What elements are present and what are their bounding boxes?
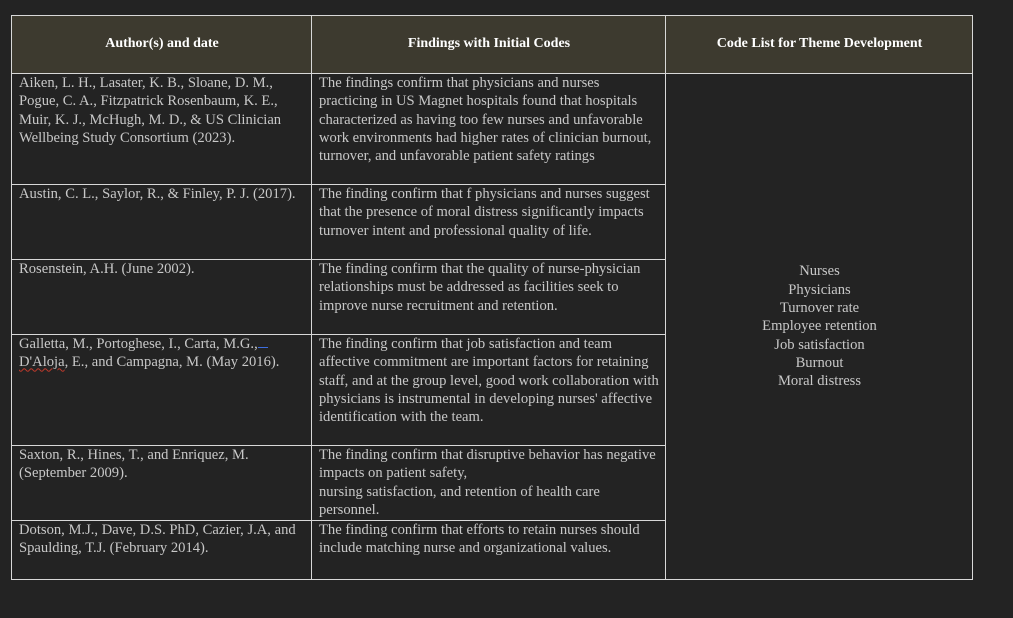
hyperlink-marker-icon: [258, 337, 268, 348]
code-item: Moral distress: [777, 373, 862, 390]
author-cell[interactable]: Aiken, L. H., Lasater, K. B., Sloane, D. M., Pogue, C. A., Fitzpatrick Rosenbaum, K. E., Muir, K. J., McHugh, M. D., & US Clinician Wellbeing Study Consortium (2023).: [12, 74, 312, 185]
header-row: [12, 16, 973, 74]
author-cell[interactable]: Dotson, M.J., Dave, D.S. PhD, Cazier, J.A, and Spaulding, T.J. (February 2014).: [12, 521, 312, 580]
author-cell[interactable]: Austin, C. L., Saylor, R., & Finley, P. J. (2017).: [12, 185, 312, 260]
finding-cell[interactable]: The findings confirm that physicians and nurses practicing in US Magnet hospitals found that hospitals characterized as having too few nurses and unfavorable work environments had higher rates of clinician burnout, turnover, and unfavorable patient safety ratings: [312, 74, 666, 185]
code-item: Burnout: [795, 354, 844, 371]
code-item: Employee retention: [762, 318, 877, 335]
finding-text: nursing satisfaction, and retention of health care personnel.: [319, 483, 600, 518]
finding-cell[interactable]: The finding confirm that job satisfaction and team affective commitment are important factors for retaining staff, and at the group level, good work collaboration with physicians is instrumental in developing nurses' affective identification with the team.: [312, 335, 666, 446]
table-row: [12, 74, 973, 185]
finding-text: The finding confirm that disruptive behavior has negative impacts on patient safety,: [319, 447, 656, 482]
literature-table: [11, 15, 973, 580]
header-codes: Code List for Theme Development: [666, 16, 973, 74]
author-cell[interactable]: Rosenstein, A.H. (June 2002).: [12, 260, 312, 335]
header-findings: Findings with Initial Codes: [312, 16, 666, 74]
author-text: Galletta, M., Portoghese, I., Carta, M.G.,: [19, 336, 258, 352]
header-author: Author(s) and date: [12, 16, 312, 74]
code-item: Job satisfaction: [774, 336, 865, 353]
finding-cell[interactable]: The finding confirm that efforts to retain nurses should include matching nurse and organizational values.: [312, 521, 666, 580]
finding-cell[interactable]: The finding confirm that the quality of nurse-physician relationships must be addressed as facilities seek to improve nurse recruitment and retention.: [312, 260, 666, 335]
author-cell[interactable]: Saxton, R., Hines, T., and Enriquez, M. (September 2009).: [12, 446, 312, 521]
code-list-cell[interactable]: [666, 74, 973, 580]
spellcheck-word[interactable]: D'Aloja: [19, 354, 65, 371]
code-item: Physicians: [788, 281, 851, 298]
code-item: Turnover rate: [779, 300, 860, 317]
author-text: , E., and Campagna, M. (May 2016).: [64, 354, 280, 371]
code-item: Nurses: [799, 263, 840, 280]
author-cell[interactable]: [12, 335, 312, 446]
finding-cell[interactable]: The finding confirm that f physicians and nurses suggest that the presence of moral distress significantly impacts turnover intent and professional quality of life.: [312, 185, 666, 260]
finding-cell[interactable]: [312, 446, 666, 521]
